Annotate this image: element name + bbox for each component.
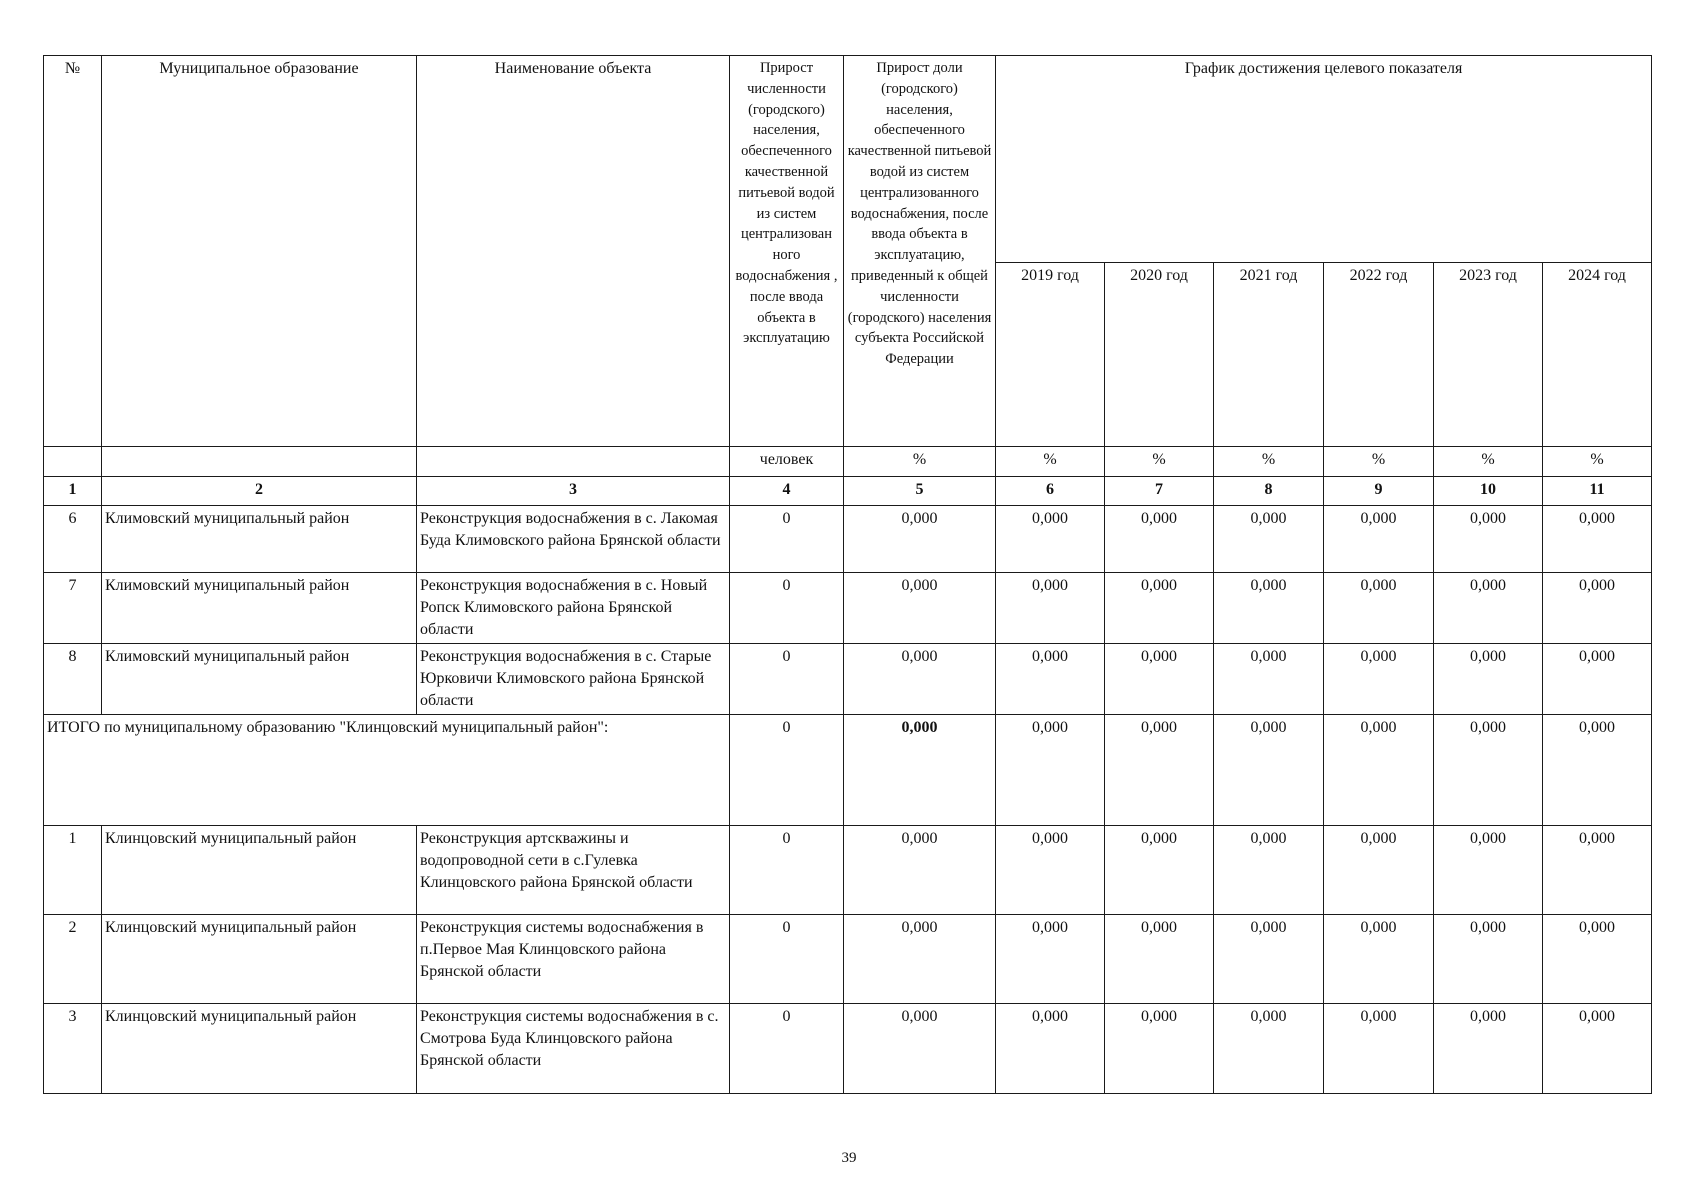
header-year: 2024 год <box>1543 263 1652 447</box>
column-number: 8 <box>1214 477 1324 506</box>
row-value: 0,000 <box>844 826 996 915</box>
row-value: 0,000 <box>1105 915 1214 1004</box>
row-value: 0,000 <box>996 644 1105 715</box>
row-value: 0,000 <box>1105 506 1214 573</box>
row-value: 0,000 <box>1543 1004 1652 1094</box>
row-value: 0,000 <box>1324 644 1434 715</box>
column-number: 6 <box>996 477 1105 506</box>
total-value: 0,000 <box>996 715 1105 826</box>
row-municipality: Клинцовский муниципальный район <box>102 1004 417 1094</box>
row-value: 0,000 <box>1214 1004 1324 1094</box>
row-value: 0,000 <box>1434 644 1543 715</box>
column-number: 1 <box>44 477 102 506</box>
column-number: 4 <box>730 477 844 506</box>
target-indicator-table <box>43 55 1652 1094</box>
total-value: 0,000 <box>1105 715 1214 826</box>
row-value: 0,000 <box>1324 573 1434 644</box>
total-value: 0,000 <box>844 715 996 826</box>
row-value: 0,000 <box>1543 573 1652 644</box>
total-label: ИТОГО по муниципальному образованию "Клинцовский муниципальный район": <box>44 715 730 826</box>
row-value: 0,000 <box>996 573 1105 644</box>
header-year: 2023 год <box>1434 263 1543 447</box>
column-number: 9 <box>1324 477 1434 506</box>
row-number: 8 <box>44 644 102 715</box>
table-row <box>44 826 1652 915</box>
row-value: 0,000 <box>1214 915 1324 1004</box>
row-value: 0,000 <box>1543 826 1652 915</box>
row-value: 0,000 <box>844 1004 996 1094</box>
header-year: 2021 год <box>1214 263 1324 447</box>
unit-empty <box>417 447 730 477</box>
row-number: 1 <box>44 826 102 915</box>
unit-empty <box>44 447 102 477</box>
header-schedule: График достижения целевого показателя <box>996 56 1652 263</box>
row-value: 0,000 <box>844 915 996 1004</box>
row-number: 2 <box>44 915 102 1004</box>
header-municipality: Муниципальное образование <box>102 56 417 447</box>
row-value: 0,000 <box>996 915 1105 1004</box>
row-value: 0,000 <box>1105 644 1214 715</box>
column-number: 10 <box>1434 477 1543 506</box>
row-municipality: Клинцовский муниципальный район <box>102 826 417 915</box>
row-object: Реконструкция водоснабжения в с. Лакомая Буда Климовского района Брянской области <box>417 506 730 573</box>
row-value: 0,000 <box>1214 573 1324 644</box>
row-municipality: Клинцовский муниципальный район <box>102 915 417 1004</box>
table-row <box>44 1004 1652 1094</box>
page-number: 39 <box>841 1150 857 1166</box>
row-value: 0 <box>730 644 844 715</box>
row-number: 7 <box>44 573 102 644</box>
row-value: 0,000 <box>844 573 996 644</box>
row-value: 0,000 <box>1434 506 1543 573</box>
row-value: 0,000 <box>1105 1004 1214 1094</box>
row-value: 0 <box>730 1004 844 1094</box>
row-value: 0 <box>730 506 844 573</box>
row-value: 0,000 <box>996 1004 1105 1094</box>
row-value: 0,000 <box>1105 573 1214 644</box>
row-value: 0 <box>730 826 844 915</box>
row-object: Реконструкция системы водоснабжения в п.Первое Мая Клинцовского района Брянской области <box>417 915 730 1004</box>
column-number: 3 <box>417 477 730 506</box>
table-row <box>44 915 1652 1004</box>
column-number: 2 <box>102 477 417 506</box>
header-growth-population: Прирост численности (городского) населения, обеспеченного качественной питьевой водой из систем централизован ного водоснабжения , после ввода объекта в эксплуатацию <box>730 56 844 447</box>
row-value: 0 <box>730 915 844 1004</box>
total-value: 0,000 <box>1434 715 1543 826</box>
row-value: 0,000 <box>1324 1004 1434 1094</box>
table-row <box>44 506 1652 573</box>
unit-label: % <box>1543 447 1652 477</box>
unit-label: % <box>1105 447 1214 477</box>
row-value: 0,000 <box>1434 1004 1543 1094</box>
header-num: № <box>44 56 102 447</box>
row-object: Реконструкция водоснабжения в с. Старые Юрковичи Климовского района Брянской области <box>417 644 730 715</box>
row-municipality: Климовский муниципальный район <box>102 573 417 644</box>
unit-label: % <box>1324 447 1434 477</box>
total-value: 0 <box>730 715 844 826</box>
column-number: 7 <box>1105 477 1214 506</box>
row-value: 0,000 <box>1543 506 1652 573</box>
total-value: 0,000 <box>1324 715 1434 826</box>
row-object: Реконструкция системы водоснабжения в с. Смотрова Буда Клинцовского района Брянской области <box>417 1004 730 1094</box>
header-growth-share: Прирост доли (городского) населения, обеспеченного качественной питьевой водой из систем централизованного водоснабжения, после ввода объекта в эксплуатацию, приведенный к общей численности (городского) населения субъекта Российской Федерации <box>844 56 996 447</box>
unit-label: % <box>1214 447 1324 477</box>
unit-empty <box>102 447 417 477</box>
total-value: 0,000 <box>1543 715 1652 826</box>
row-number: 3 <box>44 1004 102 1094</box>
row-value: 0,000 <box>844 506 996 573</box>
header-year: 2020 год <box>1105 263 1214 447</box>
header-year: 2019 год <box>996 263 1105 447</box>
unit-label: человек <box>730 447 844 477</box>
row-value: 0,000 <box>1543 644 1652 715</box>
row-value: 0,000 <box>1434 573 1543 644</box>
total-row <box>44 715 1652 826</box>
row-number: 6 <box>44 506 102 573</box>
header-object: Наименование объекта <box>417 56 730 447</box>
row-value: 0,000 <box>1434 915 1543 1004</box>
table-row <box>44 644 1652 715</box>
row-value: 0,000 <box>1105 826 1214 915</box>
row-value: 0,000 <box>996 506 1105 573</box>
row-value: 0,000 <box>1324 506 1434 573</box>
row-value: 0,000 <box>1324 826 1434 915</box>
row-value: 0,000 <box>1214 826 1324 915</box>
row-municipality: Климовский муниципальный район <box>102 644 417 715</box>
row-value: 0,000 <box>1543 915 1652 1004</box>
row-value: 0,000 <box>996 826 1105 915</box>
row-object: Реконструкция водоснабжения в с. Новый Ропск Климовского района Брянской области <box>417 573 730 644</box>
row-value: 0 <box>730 573 844 644</box>
total-value: 0,000 <box>1214 715 1324 826</box>
row-municipality: Климовский муниципальный район <box>102 506 417 573</box>
row-value: 0,000 <box>1434 826 1543 915</box>
header-year: 2022 год <box>1324 263 1434 447</box>
row-object: Реконструкция артскважины и водопроводной сети в с.Гулевка Клинцовского района Брянской области <box>417 826 730 915</box>
unit-label: % <box>844 447 996 477</box>
unit-label: % <box>996 447 1105 477</box>
table-row <box>44 573 1652 644</box>
unit-label: % <box>1434 447 1543 477</box>
row-value: 0,000 <box>1214 506 1324 573</box>
column-number: 5 <box>844 477 996 506</box>
column-number: 11 <box>1543 477 1652 506</box>
row-value: 0,000 <box>1324 915 1434 1004</box>
row-value: 0,000 <box>844 644 996 715</box>
row-value: 0,000 <box>1214 644 1324 715</box>
